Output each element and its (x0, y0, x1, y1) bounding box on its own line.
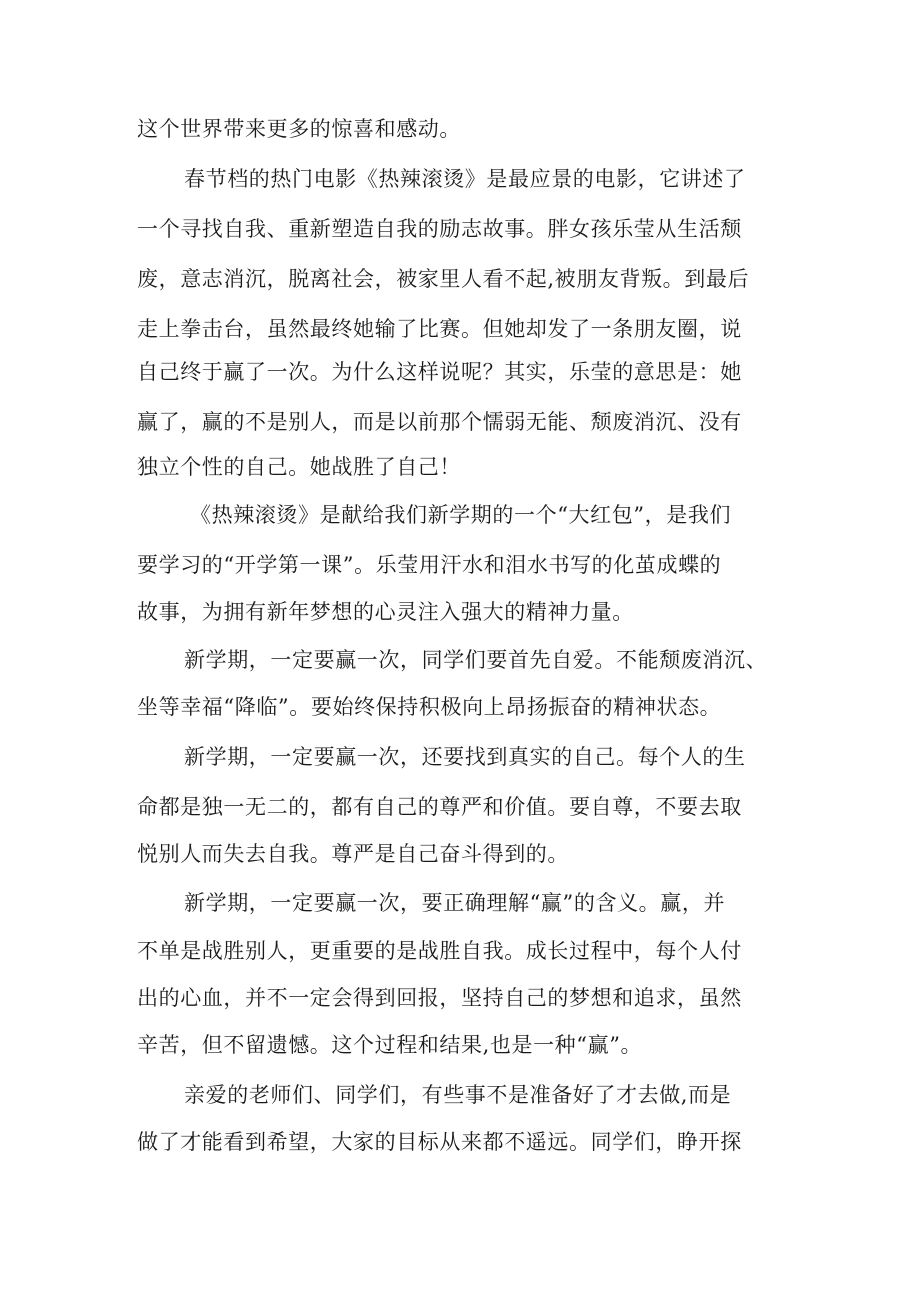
text-line: 不单是战胜别人，更重要的是战胜自我。成长过程中，每个人付 (137, 939, 742, 963)
text-line: 做了才能看到希望，大家的目标从来都不遥远。同学们，睁开探 (137, 1130, 742, 1154)
text-line: 出的心血，并不一定会得到回报，坚持自己的梦想和追求，虽然 (137, 986, 742, 1010)
text-line: 辛苦，但不留遗憾。这个过程和结果,也是一种“赢”。 (137, 1033, 643, 1057)
text-line: 新学期，一定要赢一次，要正确理解“赢”的含义。赢，并 (184, 891, 726, 915)
text-line: 新学期，一定要赢一次，还要找到真实的自己。每个人的生 (184, 745, 746, 769)
text-line: 一个寻找自我、重新塑造自我的励志故事。胖女孩乐莹从生活颓 (137, 217, 742, 241)
text-line: 故事，为拥有新年梦想的心灵注入强大的精神力量。 (137, 600, 634, 624)
text-line: 亲爱的老师们、同学们，有些事不是准备好了才去做,而是 (184, 1083, 732, 1107)
text-line: 这个世界带来更多的惊喜和感动。 (137, 117, 461, 141)
text-line: 独立个性的自己。她战胜了自己！ (137, 455, 461, 479)
text-line: 悦别人而失去自我。尊严是自己奋斗得到的。 (137, 842, 569, 866)
text-line: 走上拳击台，虽然最终她输了比赛。但她却发了一条朋友圈，说 (137, 317, 742, 341)
text-line: 自己终于赢了一次。为什么这样说呢？其实，乐莹的意思是：她 (137, 360, 742, 384)
text-line: 命都是独一无二的，都有自己的尊严和价值。要自尊，不要去取 (137, 795, 742, 819)
text-line: 赢了，赢的不是别人，而是以前那个懦弱无能、颓废消沉、没有 (137, 410, 742, 434)
text-line: 春节档的热门电影《热辣滚烫》是最应景的电影，它讲述了 (184, 167, 746, 191)
text-line: 要学习的“开学第一课”。乐莹用汗水和泪水书写的化茧成蝶的 (137, 553, 722, 577)
text-line: 《热辣滚烫》是献给我们新学期的一个“大红包”，是我们 (190, 503, 732, 527)
text-line: 废，意志消沉，脱离社会，被家里人看不起,被朋友背叛。到最后 (137, 267, 750, 291)
text-line: 新学期，一定要赢一次，同学们要首先自爱。不能颓废消沉、 (184, 648, 768, 672)
text-line: 坐等幸福“降临”。要始终保持积极向上昂扬振奋的精神状态。 (137, 695, 722, 719)
